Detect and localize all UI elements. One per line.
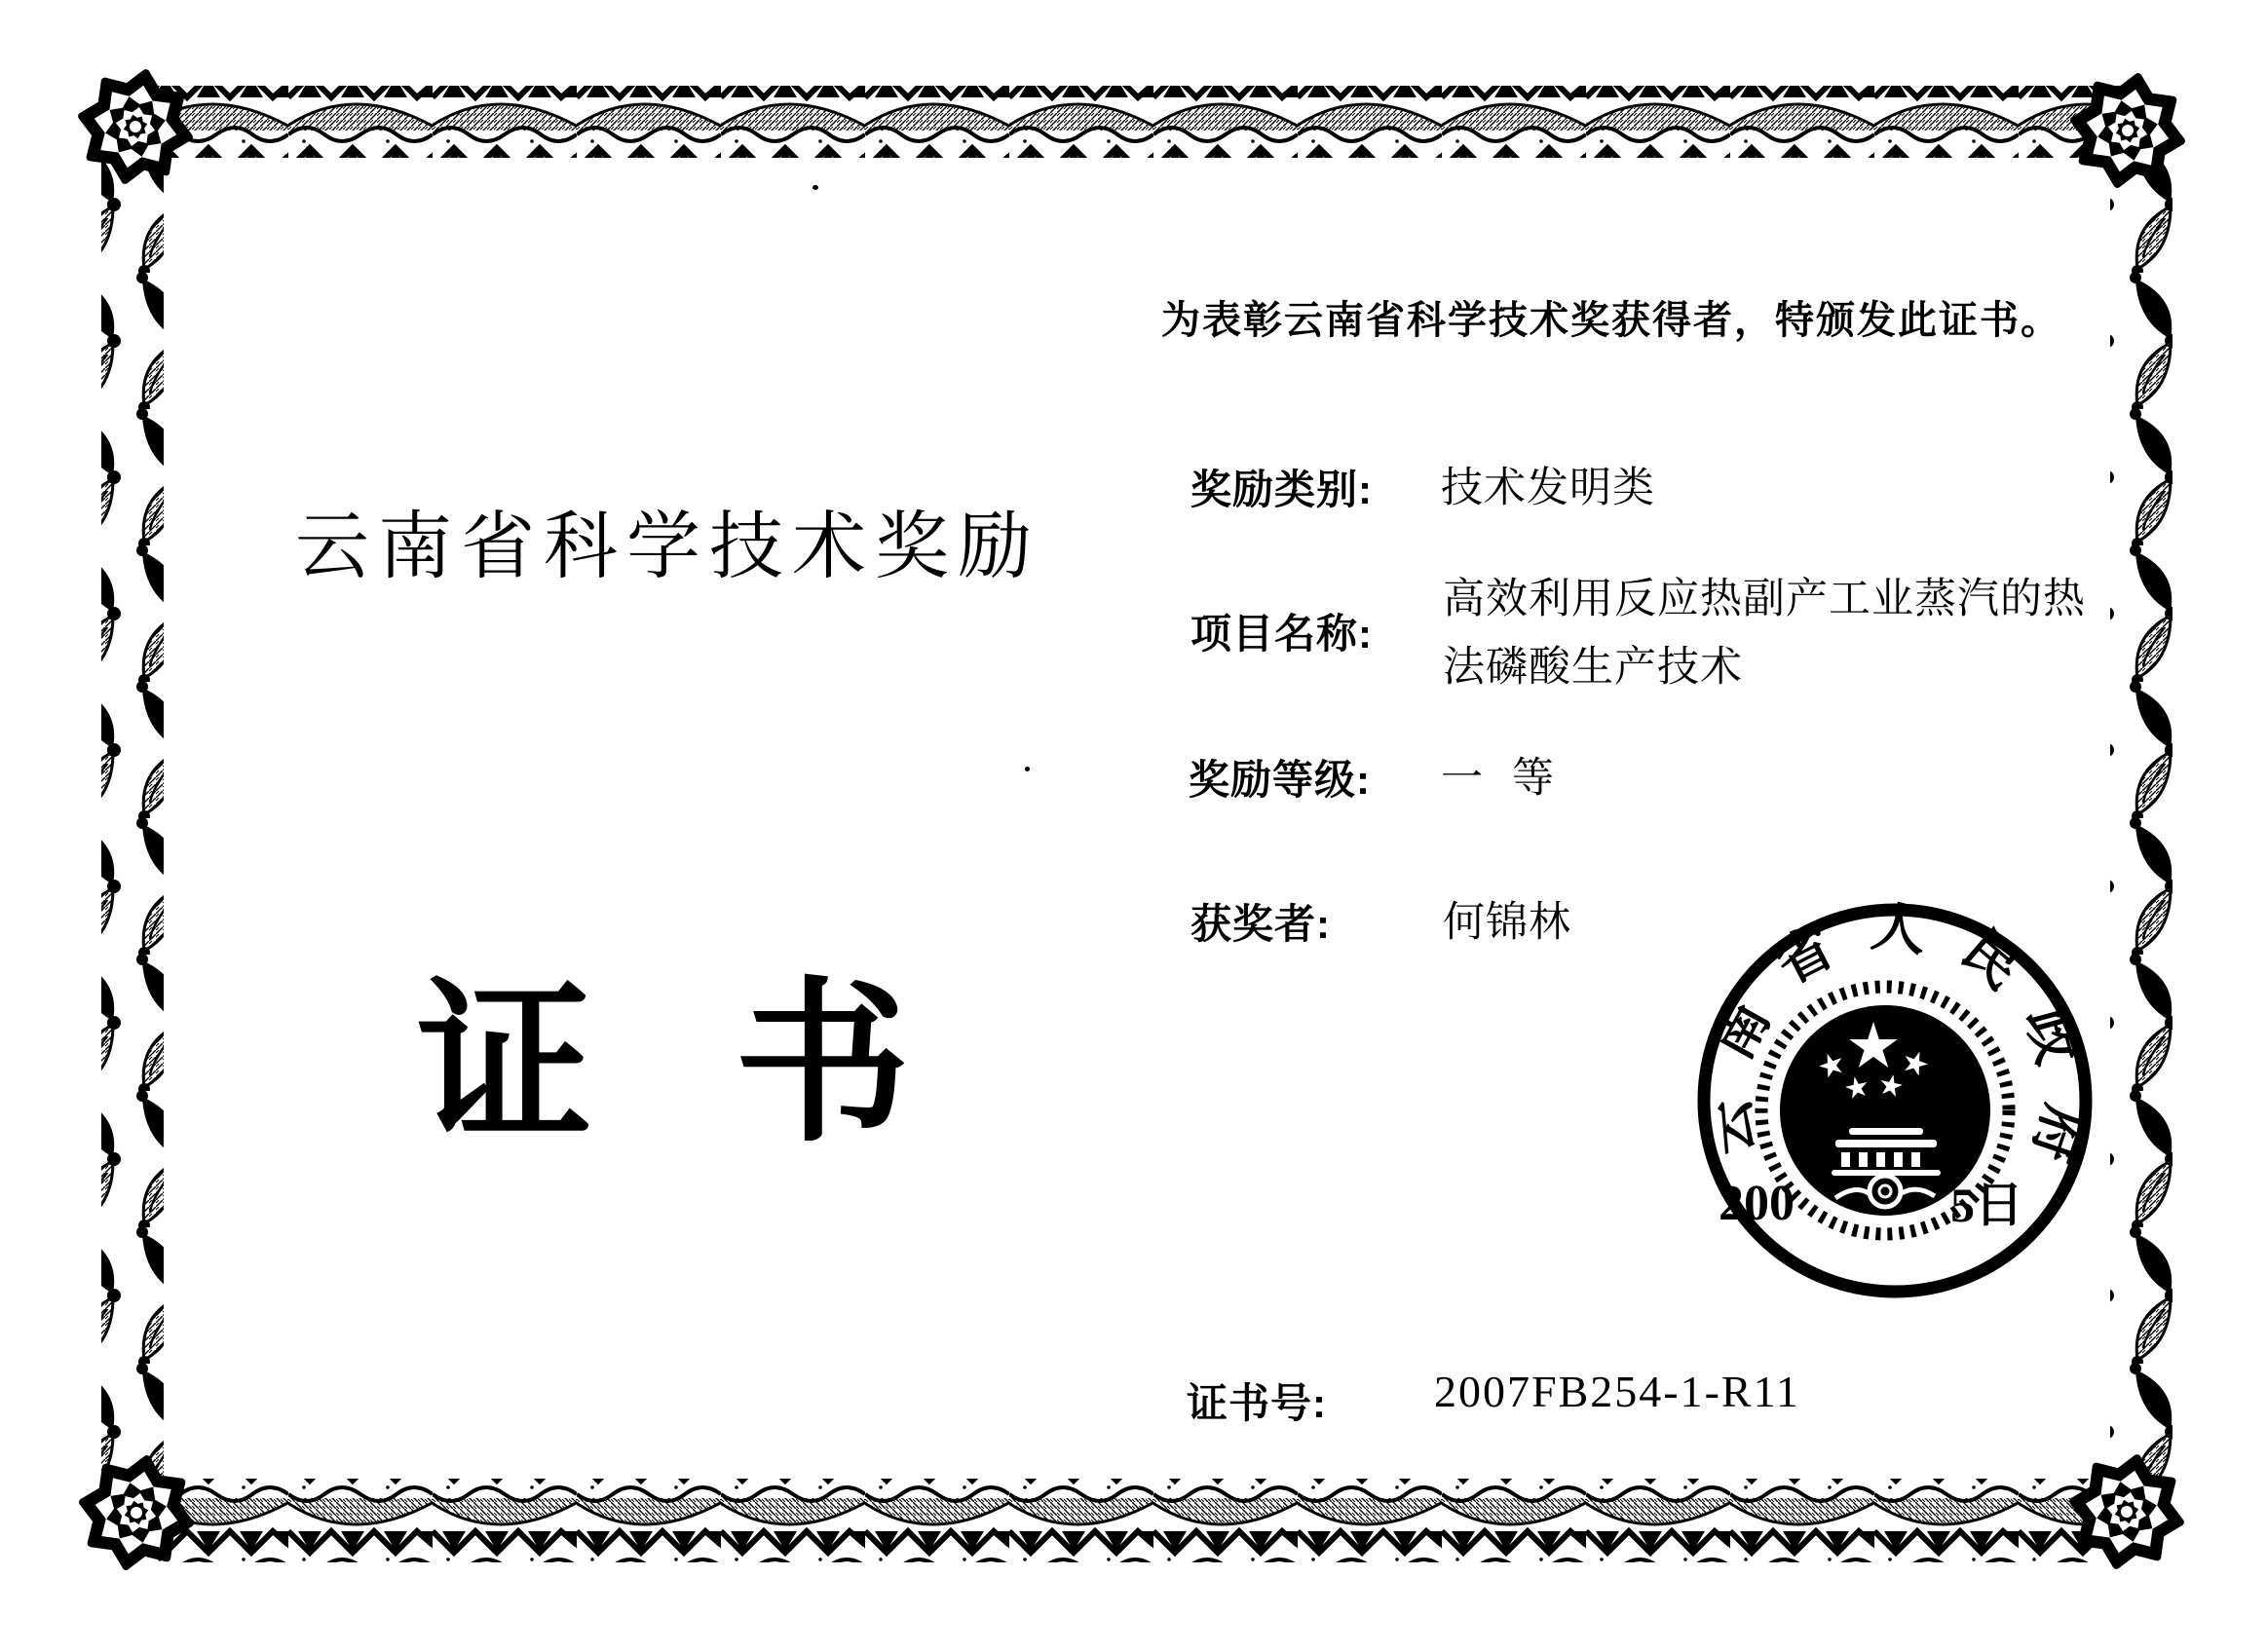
scan-speck-1	[812, 185, 818, 190]
field-label-winner: 获奖者:	[1190, 901, 1331, 947]
border-band-top	[146, 86, 2120, 158]
field-label-cert-number: 证书号:	[1187, 1380, 1327, 1426]
seal-ring-text: 云南省人民政府	[1694, 896, 2098, 1201]
banner-text: 为表彰云南省科学技术奖获得者，特颁发此证书。	[1161, 299, 2061, 342]
field-value-winner: 何锦林	[1443, 899, 1571, 946]
project-name-line-2: 法磷酸生产技术	[1443, 644, 1743, 691]
cert-word	[417, 966, 911, 1162]
project-name-line-1: 高效利用反应热副产工业蒸汽的热	[1443, 576, 2086, 622]
border-band-bottom	[146, 1479, 2120, 1562]
field-value-award-grade: 一 等	[1441, 755, 1555, 802]
seal-date-left: 200	[1719, 1176, 1795, 1231]
certificate-title: 云南省科学技术奖励	[295, 506, 1040, 588]
seal-date-right: 5日	[1950, 1178, 2023, 1232]
field-value-cert-number: 2007FB254-1-R11	[1434, 1367, 1800, 1416]
cert-char-1: 证	[417, 966, 593, 1162]
field-label-award-grade: 奖励等级:	[1189, 757, 1371, 803]
cert-char-2: 书	[735, 966, 911, 1162]
border-band-right	[2110, 136, 2173, 1508]
field-label-award-category: 奖励类别:	[1190, 467, 1373, 512]
official-seal	[1691, 896, 2100, 1311]
scan-speck-2	[1025, 767, 1030, 771]
corner-medallion-top-left	[71, 62, 199, 190]
field-value-project-name	[1443, 565, 2086, 701]
field-value-award-category: 技术发明类	[1441, 465, 1655, 511]
field-label-project-name: 项目名称:	[1190, 611, 1373, 657]
border-band-left	[101, 136, 164, 1508]
